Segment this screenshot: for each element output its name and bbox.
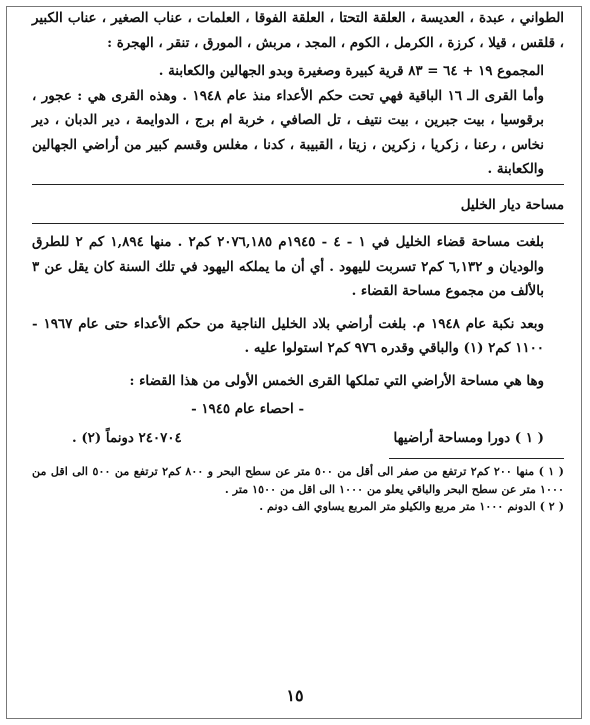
footnote-1: ( ١ ) منها ٢٠٠ كم٢ ترتفع من صفر الى أقل من ٥٠٠ متر عن سطح البحر و ٨٠٠ كم٢ ترتفع من ٥٠٠ الى اقل من ١٠٠٠ متر عن سطح البحر والباقي يعلو من ١٠٠٠ الى اقل من ١٥٠٠ متر . [32, 464, 564, 496]
paragraph-remaining: وأما القرى الـ ١٦ الباقية فهي تحت حكم الأعداء منذ عام ١٩٤٨ . وهذه القرى هي : عجور ، برقوسيا ، بيت جبرين ، بيت نتيف ، تل الصافي ، خربة ام برج ، الدوايمة ، دير الدبان ، دير نخاس ، رعنا ، زكريا ، زكرين ، زيتا ، القبيبة ، كدنا ، مغلس وقسم كبير من أراضي الجهالين والكعابنة . [32, 87, 545, 177]
footnote-2: ( ٢ ) الدونم ١٠٠٠ متر مربع والكيلو متر المربع يساوي الف دونم . [259, 499, 564, 513]
stat-row-label: ( ١ ) دورا ومساحة أراضيها [393, 429, 544, 446]
stat-row [32, 426, 564, 451]
paragraph-nakba: وبعد نكبة عام ١٩٤٨ م. بلغت أراضي بلاد الخليل الناجية من حكم الأعداء حتى عام ١٩٦٧ - ١١٠٠ كم٢ (١) والباقي وقدره ٩٧٦ كم٢ استولوا عليه . [32, 315, 544, 356]
footnotes [32, 463, 564, 516]
page-content [32, 6, 564, 516]
paragraph-area: بلغت مساحة قضاء الخليل في ١ - ٤ - ١٩٤٥م ٢٠٧٦,١٨٥ كم٢ . منها ١,٨٩٤ كم ٢ للطرق والوديان و ٦,١٣٢ كم٢ تسربت لليهود . أي أن ما يملكه اليهود في تلك السنة كان يقل عن ٣ بالألف من مجموع مساحة القضاء . [32, 234, 544, 299]
footnote-divider [389, 458, 564, 459]
paragraph-villages-list: الطواني ، عبدة ، العديسة ، العلقة التحتا ، العلقة الفوقا ، العلمات ، عناب الصغير ، عناب الكبير ، قلقس ، قيلا ، كرزة ، الكرمل ، الكوم ، المجد ، مربش ، المورق ، تنقر ، الهجرة : [32, 10, 564, 51]
census-label: - احصاء عام ١٩٤٥ - [191, 401, 304, 417]
section-heading: مساحة ديار الخليل [460, 196, 564, 213]
page-number: ١٥ [286, 686, 304, 705]
section-heading-underline [32, 223, 564, 224]
stat-row-value: ٢٤٠٧٠٤ دونماً (٢) . [72, 429, 182, 446]
paragraph-intro-table: وها هي مساحة الأراضي التي تملكها القرى الخمس الأولى من هذا القضاء : [129, 372, 544, 389]
paragraph-total: المجموع ١٩ + ٦٤ = ٨٣ قرية كبيرة وصغيرة وبدو الجهالين والكعابنة . [158, 63, 544, 79]
section-divider [32, 184, 564, 185]
